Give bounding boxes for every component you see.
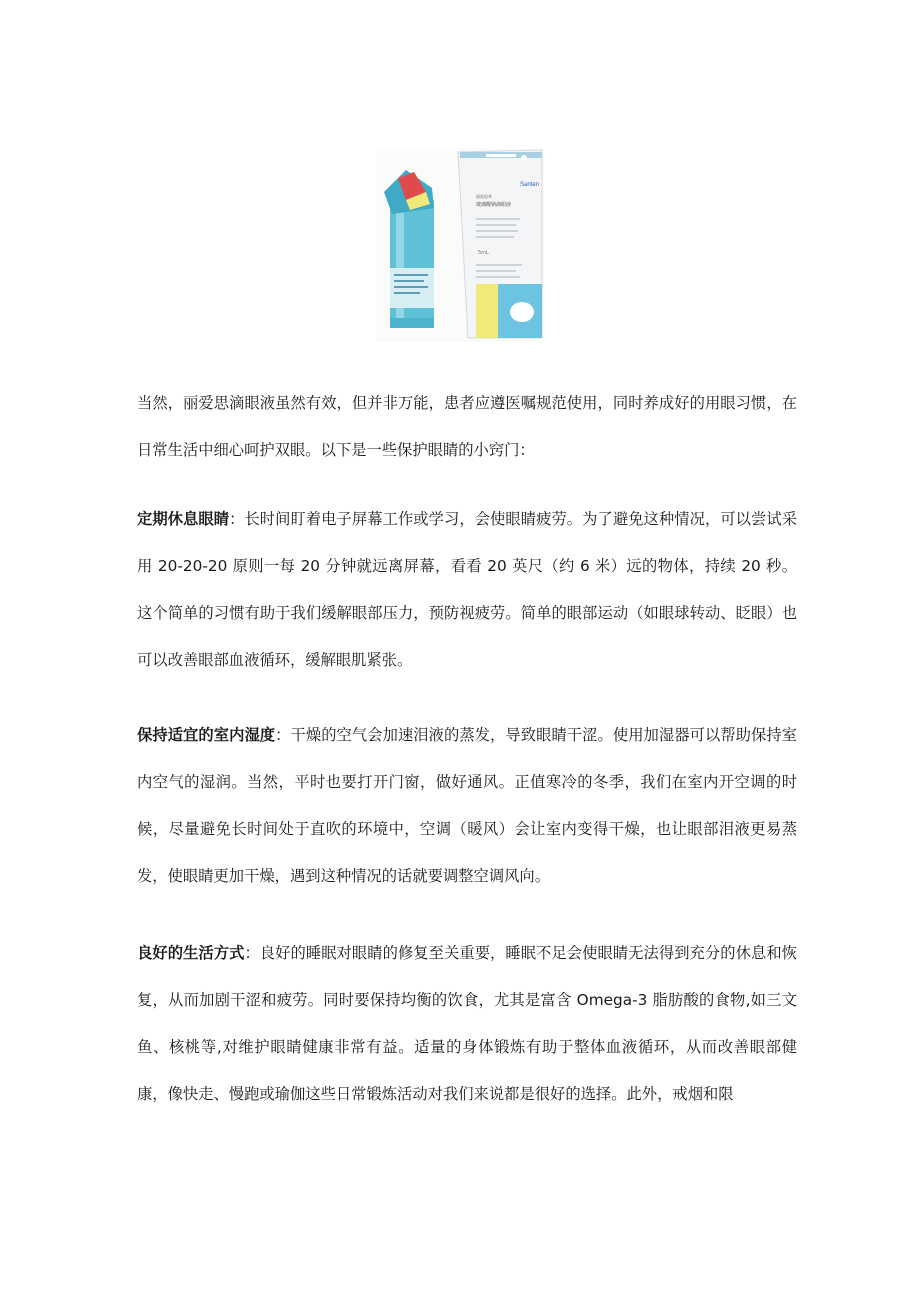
- eye-drop-bottle-and-box-illustration: [376, 148, 544, 342]
- box-product-name: 玻璃酸钠滴眼液: [476, 202, 512, 208]
- lifestyle-paragraph: [137, 930, 797, 1118]
- intro-paragraph: [137, 380, 797, 474]
- product-image: [376, 148, 544, 342]
- rest-eyes-paragraph: [137, 496, 797, 684]
- box-volume: 5mL: [478, 250, 489, 256]
- lifestyle-body: ：良好的睡眠对眼睛的修复至关重要，睡眠不足会使眼睛无法得到充分的休息和恢复，从而加剧干涩和疲劳。同时要保持均衡的饮食，尤其是富含 Omega-3 脂肪酸的食物,如三文鱼、核桃等,对维护眼睛健康非常有益。适量的身体锻炼有助于整体血液循环，从而改善眼部健康，像快走、慢跑或瑜伽这些日常锻炼活动对我们来说都是很好的选择。此外，戒烟和限: [137, 944, 797, 1103]
- humidity-body: ：干燥的空气会加速泪液的蒸发，导致眼睛干涩。使用加湿器可以帮助保持室内空气的湿润。当然，平时也要打开门窗，做好通风。正值寒冷的冬季，我们在室内开空调的时候，尽量避免长时间处于直吹的环境中，空调（暖风）会让室内变得干燥，也让眼部泪液更易蒸发，使眼睛更加干燥，遇到这种情况的话就要调整空调风向。: [137, 726, 797, 885]
- lifestyle-heading: 良好的生活方式: [137, 944, 245, 962]
- svg-text:丽爱思®: 丽爱思®: [476, 194, 492, 199]
- intro-text: 当然，丽爱思滴眼液虽然有效，但并非万能，患者应遵医嘱规范使用，同时养成好的用眼习惯，在日常生活中细心呵护双眼。以下是一些保护眼睛的小窍门：: [137, 394, 797, 459]
- humidity-heading: 保持适宜的室内湿度: [137, 726, 276, 744]
- rest-eyes-heading: 定期休息眼睛: [137, 510, 230, 528]
- humidity-paragraph: [137, 712, 797, 900]
- rest-eyes-body: ：长时间盯着电子屏幕工作或学习，会使眼睛疲劳。为了避免这种情况，可以尝试采用 20-20-20 原则一每 20 分钟就远离屏幕，看看 20 英尺（约 6 米）远的物体，持续 20 秒。这个简单的习惯有助于我们缓解眼部压力，预防视疲劳。简单的眼部运动（如眼球转动、眨眼）也可以改善眼部血液循环，缓解眼肌紧张。: [137, 510, 797, 669]
- box-brand-text: Santen: [520, 182, 540, 188]
